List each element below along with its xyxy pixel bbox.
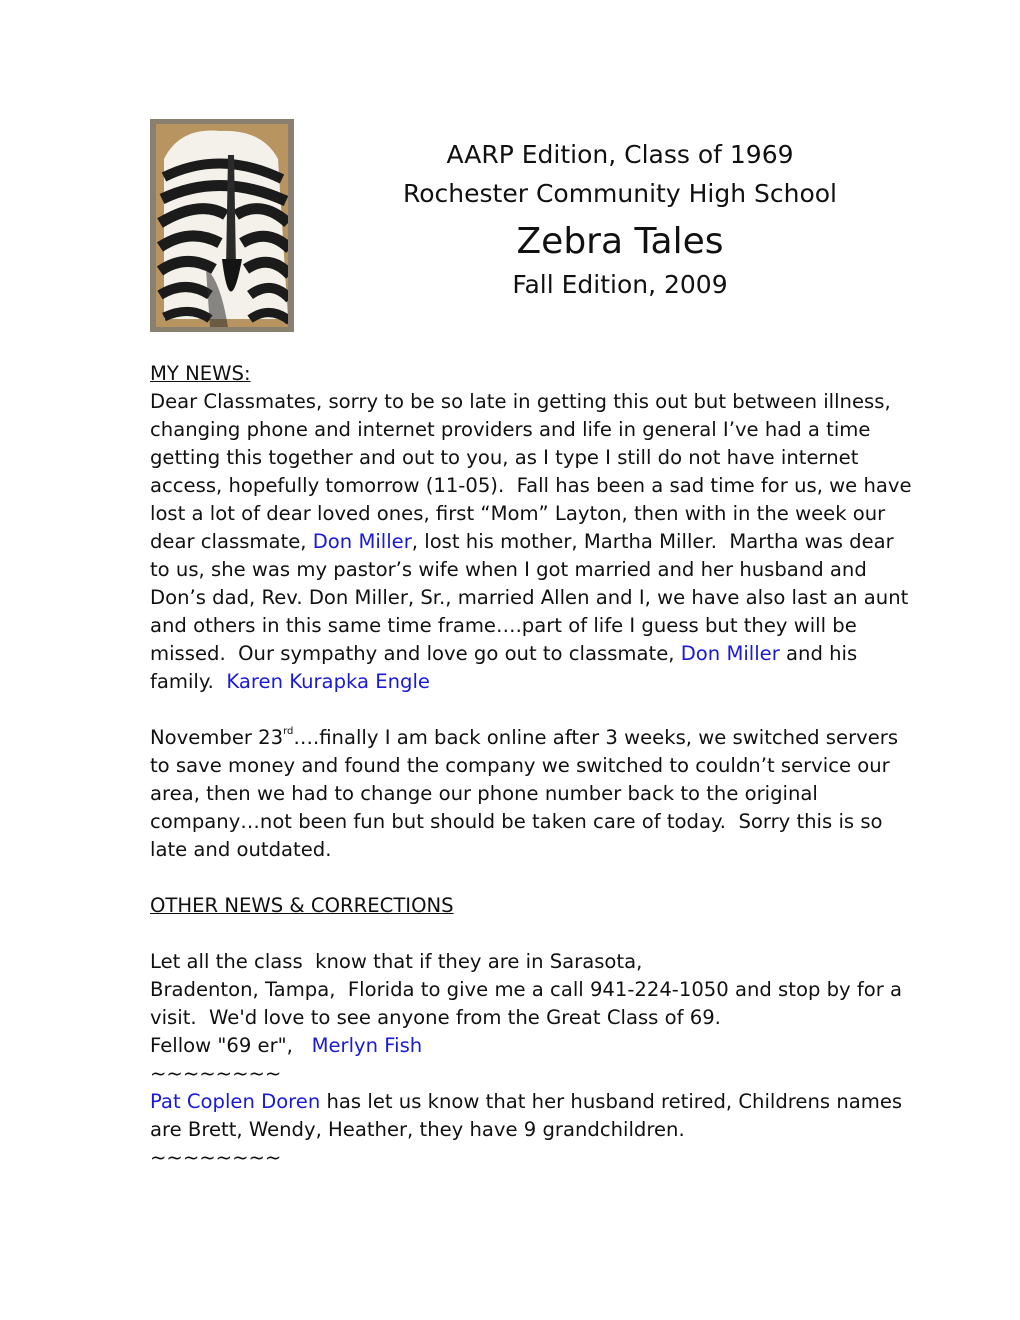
my-news-line: to us, she was my pastor’s wife when I got married and her husband and	[150, 558, 867, 581]
text-run: ….finally I am back online after 3 weeks, we switched servers	[293, 726, 899, 749]
classmate-name: Pat Coplen Doren	[150, 1090, 321, 1113]
newsletter-header	[340, 142, 900, 297]
text-run: dear classmate,	[150, 530, 313, 553]
my-news-line	[150, 668, 890, 696]
update-line: company…not been fun but should be taken care of today. Sorry this is so	[150, 810, 883, 833]
spacer	[150, 864, 890, 892]
my-news-line: and others in this same time frame….part of life I guess but they will be	[150, 614, 857, 637]
zebra-photo	[150, 119, 294, 332]
update-line: late and outdated.	[150, 838, 332, 861]
other-news-line: Let all the class know that if they are in Sarasota,	[150, 950, 643, 973]
other-news-heading: OTHER NEWS & CORRECTIONS	[150, 894, 454, 917]
update-line	[150, 724, 899, 752]
update-line: area, then we had to change our phone number back to the original	[150, 782, 818, 805]
my-news-line: Don’s dad, Rev. Don Miller, Sr., married Allen and I, we have also last an aunt	[150, 586, 909, 609]
my-news-line: Dear Classmates, sorry to be so late in getting this out but between illness,	[150, 390, 891, 413]
text-run: and his	[779, 642, 858, 665]
classmate-name: Don Miller	[312, 530, 412, 553]
text-run: missed. Our sympathy and love go out to classmate,	[150, 642, 681, 665]
text-run: November 23	[150, 726, 284, 749]
text-run: , lost his mother, Martha Miller. Martha was dear	[411, 530, 894, 553]
text-run: Fellow "69 er",	[150, 1034, 312, 1057]
newsletter-body	[150, 360, 912, 1172]
other-news-line: visit. We'd love to see anyone from the Great Class of 69.	[150, 1006, 721, 1029]
separator: ~~~~~~~~	[150, 1146, 282, 1169]
classmate-name: Don Miller	[680, 642, 780, 665]
author-name: Karen Kurapka Engle	[226, 670, 430, 693]
school-name: Rochester Community High School	[403, 179, 837, 208]
text-run: family.	[150, 670, 227, 693]
my-news-line: getting this together and out to you, as I type I still do not have internet	[150, 446, 859, 469]
my-news-line	[150, 528, 894, 556]
my-news-line: access, hopefully tomorrow (11-05). Fall has been a sad time for us, we have	[150, 474, 912, 497]
my-news-line: lost a lot of dear loved ones, first “Mom” Layton, then with in the week our	[150, 502, 886, 525]
ordinal-suffix: rd	[283, 726, 294, 738]
text-run: has let us know that her husband retired, Childrens names	[320, 1090, 903, 1113]
separator: ~~~~~~~~	[150, 1062, 282, 1085]
update-line: to save money and found the company we switched to couldn’t service our	[150, 754, 890, 777]
newsletter-title: Zebra Tales	[516, 221, 724, 262]
spacer	[150, 920, 890, 948]
my-news-heading: MY NEWS:	[150, 362, 251, 385]
spacer	[150, 696, 890, 724]
issue-date: Fall Edition, 2009	[512, 270, 728, 299]
other-news-line	[150, 1088, 903, 1116]
other-news-line: Bradenton, Tampa, Florida to give me a call 941-224-1050 and stop by for a	[150, 978, 903, 1001]
classmate-name: Merlyn Fish	[311, 1034, 423, 1057]
edition-line: AARP Edition, Class of 1969	[446, 140, 794, 169]
my-news-line: changing phone and internet providers and life in general I’ve had a time	[150, 418, 871, 441]
other-news-line	[150, 1032, 890, 1060]
my-news-line	[150, 640, 890, 668]
other-news-line: are Brett, Wendy, Heather, they have 9 grandchildren.	[150, 1118, 685, 1141]
